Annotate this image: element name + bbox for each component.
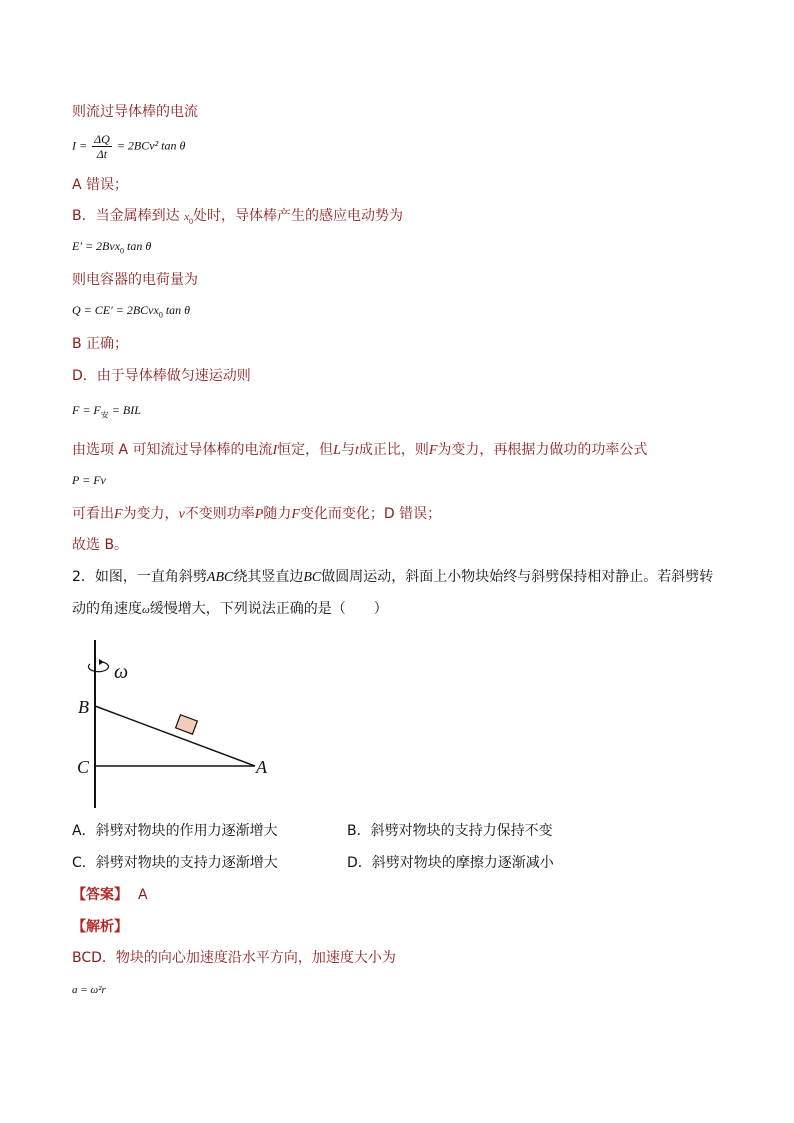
text-span: 为变力，再根据力做功的功率公式: [437, 442, 648, 458]
text-span: 不变则功率: [184, 506, 255, 522]
formula-sub: 安: [100, 410, 109, 420]
formula-current: [72, 132, 185, 161]
formula-rhs: = 2BCv² tan θ: [116, 138, 186, 153]
formula-text: E′ = 2Bvx: [72, 239, 121, 253]
text-span: 动的角速度: [72, 601, 142, 617]
math-var: F: [291, 507, 300, 522]
fraction-denominator: Δt: [96, 147, 108, 161]
wedge-diagram: [72, 640, 282, 812]
fraction-numerator: ΔQ: [94, 132, 110, 146]
math-var: F: [114, 507, 123, 522]
answer-line: [72, 885, 148, 905]
formula-text: F = F: [72, 403, 101, 417]
text-span: 可看出: [72, 506, 114, 522]
text-line: 则电容器的电荷量为: [72, 272, 198, 288]
text-span: 做圆周运动，斜面上小物块始终与斜劈保持相对静止。若斜劈转: [321, 569, 714, 585]
math-var: ω: [142, 604, 150, 616]
text-span: 恒定，但: [277, 442, 334, 458]
formula-text: tan θ: [124, 239, 152, 253]
formula-emf: [72, 238, 151, 259]
rotation-arrow-icon: [88, 662, 108, 672]
point-a-label: A: [256, 757, 267, 777]
text-span: 变化而变化；D 错误；: [299, 506, 442, 522]
text-line: 故选 B。: [72, 537, 129, 553]
fraction: [92, 132, 112, 161]
text-line: D．由于导体棒做匀速运动则: [72, 368, 251, 384]
math-var: L: [333, 443, 341, 458]
text-span: 缓慢增大，下列说法正确的是（ ）: [149, 601, 388, 617]
formula-text: tan θ: [162, 303, 191, 317]
math-var: ABC: [206, 570, 234, 585]
text-span: 随力: [263, 506, 292, 522]
text-line: [72, 504, 441, 525]
math-var: v: [178, 507, 185, 522]
text-span: 处时，导体棒产生的感应电动势为: [192, 208, 403, 224]
text-line: [72, 440, 647, 461]
formula-lhs: I =: [72, 138, 88, 153]
text-span: 与: [340, 442, 355, 458]
text-line: B 正确；: [72, 336, 129, 352]
option-a[interactable]: A．斜劈对物块的作用力逐渐增大: [72, 823, 278, 839]
math-var: P: [254, 507, 264, 522]
formula-sub: 0: [120, 246, 125, 256]
block: [176, 715, 198, 734]
math-var: BC: [303, 570, 322, 585]
option-d[interactable]: D．斜劈对物块的摩擦力逐渐减小: [347, 855, 554, 871]
math-var: F: [428, 443, 438, 458]
formula-charge: [72, 302, 190, 323]
formula-sub: 0: [158, 310, 163, 320]
option-b[interactable]: B．斜劈对物块的支持力保持不变: [347, 823, 553, 839]
question-stem: [72, 567, 713, 588]
analysis-label: 【解析】: [72, 919, 128, 935]
math-var: t: [354, 443, 359, 458]
text-line: A 错误；: [72, 177, 129, 193]
answer-label: 【答案】: [72, 887, 128, 903]
option-c[interactable]: C．斜劈对物块的支持力逐渐增大: [72, 855, 278, 871]
answer-value: A: [138, 887, 148, 903]
text-line: 则流过导体棒的电流: [72, 104, 198, 120]
analysis-heading: [72, 917, 128, 937]
math-var: x: [184, 211, 189, 223]
math-var: I: [272, 443, 278, 458]
arrowhead-icon: [99, 659, 104, 665]
text-span: 成正比，则: [358, 442, 429, 458]
formula-force: [72, 402, 141, 423]
text-span: B．当金属棒到达: [72, 208, 185, 224]
point-c-label: C: [77, 757, 90, 777]
question-stem-cont: [72, 599, 388, 620]
text-span: 为变力，: [122, 506, 179, 522]
text-line: [72, 206, 403, 232]
text-span: 由选项 A 可知流过导体棒的电流: [72, 442, 273, 458]
math-sub: 0: [188, 216, 193, 226]
incline: [95, 706, 255, 766]
formula-power: P = Fv: [72, 473, 106, 487]
omega-label: ω: [114, 661, 129, 683]
text-line: BCD．物块的向心加速度沿水平方向，加速度大小为: [72, 950, 396, 966]
text-span: 绕其竖直边: [233, 569, 304, 585]
text-span: 2．如图，一直角斜劈: [72, 569, 207, 585]
formula-text: = BIL: [108, 403, 141, 417]
formula-acceleration: a = ω²r: [72, 984, 106, 996]
point-b-label: B: [78, 697, 89, 717]
formula-text: Q = CE′ = 2BCvx: [72, 303, 159, 317]
